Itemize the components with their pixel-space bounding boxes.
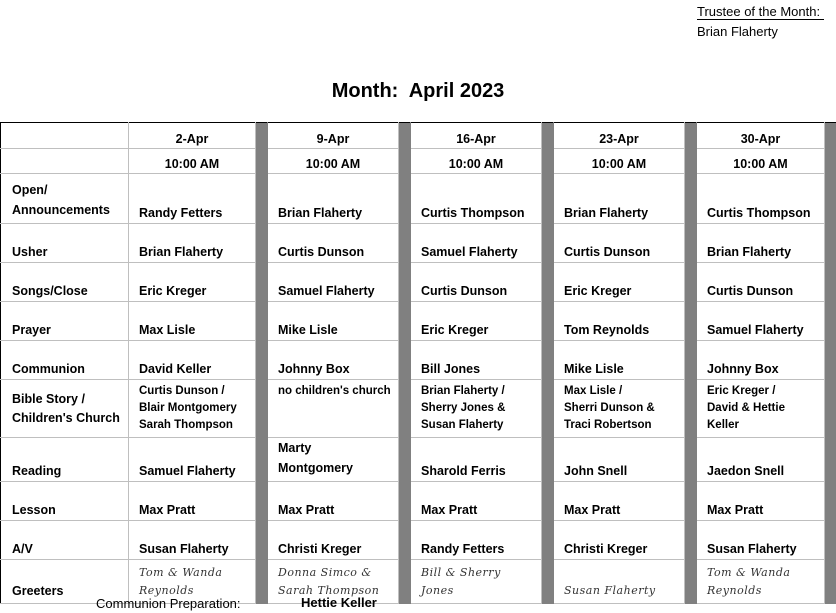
role-label: Greeters	[1, 560, 129, 604]
column-separator	[825, 263, 836, 302]
role-label: Usher	[1, 224, 129, 263]
page-title	[0, 80, 836, 103]
column-separator	[399, 302, 411, 341]
column-separator	[685, 302, 697, 341]
assignment-line: Sherry Jones &	[421, 402, 506, 414]
column-separator	[825, 302, 836, 341]
role-label: Reading	[1, 438, 129, 482]
role-label: Songs/Close	[1, 263, 129, 302]
assignment-cell: Susan Flaherty	[697, 521, 825, 560]
column-separator	[685, 438, 697, 482]
assignment-line: Donna Simco &	[278, 566, 372, 579]
assignment-cell: Randy Fetters	[411, 521, 542, 560]
corner-cell	[1, 123, 129, 149]
column-separator	[685, 380, 697, 438]
assignment-cell	[554, 560, 685, 604]
column-separator	[399, 224, 411, 263]
assignment-line: Tom & Wanda	[139, 566, 223, 579]
assignment-cell: Samuel Flaherty	[697, 302, 825, 341]
assignment-line: Keller	[707, 419, 739, 431]
role-label: Prayer	[1, 302, 129, 341]
assignment-line: Brian Flaherty /	[421, 385, 505, 397]
column-separator	[256, 438, 268, 482]
role-label: Communion	[1, 341, 129, 380]
assignment-cell: Curtis Dunson	[268, 224, 399, 263]
assignment-cell: Curtis Thompson	[697, 174, 825, 224]
column-separator	[825, 521, 836, 560]
assignment-cell: Eric Kreger	[411, 302, 542, 341]
time-header: 10:00 AM	[268, 149, 399, 174]
role-label-line: Announcements	[12, 203, 110, 217]
column-separator	[825, 341, 836, 380]
trustee-label: Trustee of the Month:	[697, 4, 824, 20]
column-separator	[542, 123, 554, 149]
assignment-cell	[554, 380, 685, 438]
column-separator	[825, 123, 836, 149]
column-separator	[542, 263, 554, 302]
assignment-line: Sherri Dunson &	[564, 402, 655, 414]
role-row-bible-story	[1, 380, 836, 438]
column-separator	[542, 438, 554, 482]
assignment-line: Blair Montgomery	[139, 402, 237, 414]
role-row-usher	[1, 224, 836, 263]
column-separator	[685, 224, 697, 263]
column-separator	[542, 302, 554, 341]
column-separator	[685, 341, 697, 380]
column-separator	[542, 521, 554, 560]
assignment-cell: Brian Flaherty	[268, 174, 399, 224]
assignment-line: Jones	[421, 584, 454, 597]
assignment-line: Reynolds	[707, 584, 762, 597]
column-separator	[825, 174, 836, 224]
assignment-cell: Jaedon Snell	[697, 438, 825, 482]
assignment-line: Marty	[278, 441, 312, 455]
assignment-cell: Bill Jones	[411, 341, 542, 380]
column-separator	[399, 438, 411, 482]
column-separator	[256, 224, 268, 263]
time-header: 10:00 AM	[697, 149, 825, 174]
date-header: 23-Apr	[554, 123, 685, 149]
role-label	[1, 174, 129, 224]
column-separator	[542, 482, 554, 521]
column-separator	[542, 149, 554, 174]
column-separator	[542, 224, 554, 263]
assignment-cell	[129, 380, 256, 438]
date-header: 9-Apr	[268, 123, 399, 149]
role-label	[1, 380, 129, 438]
column-separator	[542, 341, 554, 380]
assignment-cell: Eric Kreger	[554, 263, 685, 302]
column-separator	[685, 174, 697, 224]
role-row-open	[1, 174, 836, 224]
assignment-cell: Susan Flaherty	[129, 521, 256, 560]
column-separator	[685, 263, 697, 302]
assignment-cell: Samuel Flaherty	[411, 224, 542, 263]
column-separator	[685, 521, 697, 560]
column-separator	[825, 438, 836, 482]
assignment-cell: Johnny Box	[268, 341, 399, 380]
assignment-cell: Curtis Thompson	[411, 174, 542, 224]
column-separator	[542, 174, 554, 224]
assignment-cell: Tom Reynolds	[554, 302, 685, 341]
role-row-av	[1, 521, 836, 560]
column-separator	[399, 521, 411, 560]
column-separator	[256, 482, 268, 521]
assignment-cell: Brian Flaherty	[129, 224, 256, 263]
assignment-cell: Samuel Flaherty	[268, 263, 399, 302]
assignment-cell	[411, 560, 542, 604]
assignment-cell: Max Pratt	[697, 482, 825, 521]
assignment-cell: Eric Kreger	[129, 263, 256, 302]
assignment-line: Bill & Sherry	[421, 566, 501, 579]
assignment-line: no children's church	[278, 385, 391, 397]
assignment-cell	[697, 560, 825, 604]
role-label: Lesson	[1, 482, 129, 521]
column-separator	[256, 341, 268, 380]
column-separator	[256, 560, 268, 604]
column-separator	[399, 174, 411, 224]
column-separator	[685, 560, 697, 604]
column-separator	[825, 224, 836, 263]
date-header: 30-Apr	[697, 123, 825, 149]
assignment-cell: John Snell	[554, 438, 685, 482]
assignment-cell: Mike Lisle	[554, 341, 685, 380]
column-separator	[256, 263, 268, 302]
assignment-cell: David Keller	[129, 341, 256, 380]
role-row-communion	[1, 341, 836, 380]
assignment-cell: Sharold Ferris	[411, 438, 542, 482]
column-separator	[256, 123, 268, 149]
assignment-cell: Randy Fetters	[129, 174, 256, 224]
role-row-lesson	[1, 482, 836, 521]
date-header-row	[1, 123, 836, 149]
time-header: 10:00 AM	[411, 149, 542, 174]
column-separator	[256, 521, 268, 560]
column-separator	[399, 380, 411, 438]
assignment-cell: Max Pratt	[411, 482, 542, 521]
assignment-cell	[268, 380, 399, 438]
assignment-line: Traci Robertson	[564, 419, 652, 431]
month-value: April 2023	[408, 80, 505, 102]
assignment-cell: Christi Kreger	[554, 521, 685, 560]
corner-cell	[1, 149, 129, 174]
communion-prep-name: Hettie Keller	[301, 595, 377, 610]
assignment-line: Sarah Thompson	[278, 584, 380, 597]
column-separator	[542, 560, 554, 604]
assignment-cell: Brian Flaherty	[554, 174, 685, 224]
column-separator	[399, 341, 411, 380]
assignment-cell: Johnny Box	[697, 341, 825, 380]
assignment-line: Eric Kreger /	[707, 385, 776, 397]
column-separator	[256, 174, 268, 224]
role-label: A/V	[1, 521, 129, 560]
assignment-cell	[697, 380, 825, 438]
role-row-prayer	[1, 302, 836, 341]
column-separator	[825, 482, 836, 521]
assignment-line: Curtis Dunson /	[139, 385, 225, 397]
assignment-line: Reynolds	[139, 584, 194, 597]
role-label-line: Open/	[12, 183, 48, 197]
assignment-cell: Curtis Dunson	[554, 224, 685, 263]
column-separator	[256, 149, 268, 174]
column-separator	[399, 482, 411, 521]
date-header: 16-Apr	[411, 123, 542, 149]
trustee-name: Brian Flaherty	[697, 24, 778, 39]
column-separator	[685, 123, 697, 149]
assignment-line: Max Lisle /	[564, 385, 623, 397]
communion-prep-label: Communion Preparation:	[96, 596, 241, 611]
assignment-cell: Curtis Dunson	[697, 263, 825, 302]
role-row-reading	[1, 438, 836, 482]
column-separator	[256, 302, 268, 341]
assignment-cell: Max Pratt	[268, 482, 399, 521]
assignment-cell: Max Pratt	[129, 482, 256, 521]
assignment-line: David & Hettie	[707, 402, 785, 414]
assignment-cell: Max Pratt	[554, 482, 685, 521]
column-separator	[825, 560, 836, 604]
column-separator	[399, 263, 411, 302]
time-header: 10:00 AM	[554, 149, 685, 174]
column-separator	[399, 560, 411, 604]
column-separator	[825, 149, 836, 174]
role-label-line: Bible Story /	[12, 391, 85, 406]
assignment-line: Susan Flaherty	[421, 419, 504, 431]
assignment-cell: Brian Flaherty	[697, 224, 825, 263]
month-label: Month:	[331, 80, 399, 102]
assignment-cell: Christi Kreger	[268, 521, 399, 560]
date-header: 2-Apr	[129, 123, 256, 149]
assignment-cell: Samuel Flaherty	[129, 438, 256, 482]
column-separator	[542, 380, 554, 438]
assignment-line: Sarah Thompson	[139, 419, 233, 431]
column-separator	[825, 380, 836, 438]
column-separator	[685, 149, 697, 174]
role-row-songs	[1, 263, 836, 302]
assignment-cell: Curtis Dunson	[411, 263, 542, 302]
assignment-cell: Mike Lisle	[268, 302, 399, 341]
column-separator	[256, 380, 268, 438]
schedule-table	[0, 122, 836, 604]
assignment-cell	[411, 380, 542, 438]
assignment-line: Tom & Wanda	[707, 566, 791, 579]
column-separator	[399, 149, 411, 174]
column-separator	[685, 482, 697, 521]
time-header: 10:00 AM	[129, 149, 256, 174]
role-label-line: Children's Church	[12, 410, 120, 425]
assignment-cell: Max Lisle	[129, 302, 256, 341]
time-header-row	[1, 149, 836, 174]
assignment-line: Susan Flaherty	[564, 584, 656, 597]
assignment-line: Montgomery	[278, 461, 353, 475]
column-separator	[399, 123, 411, 149]
assignment-cell	[268, 438, 399, 482]
